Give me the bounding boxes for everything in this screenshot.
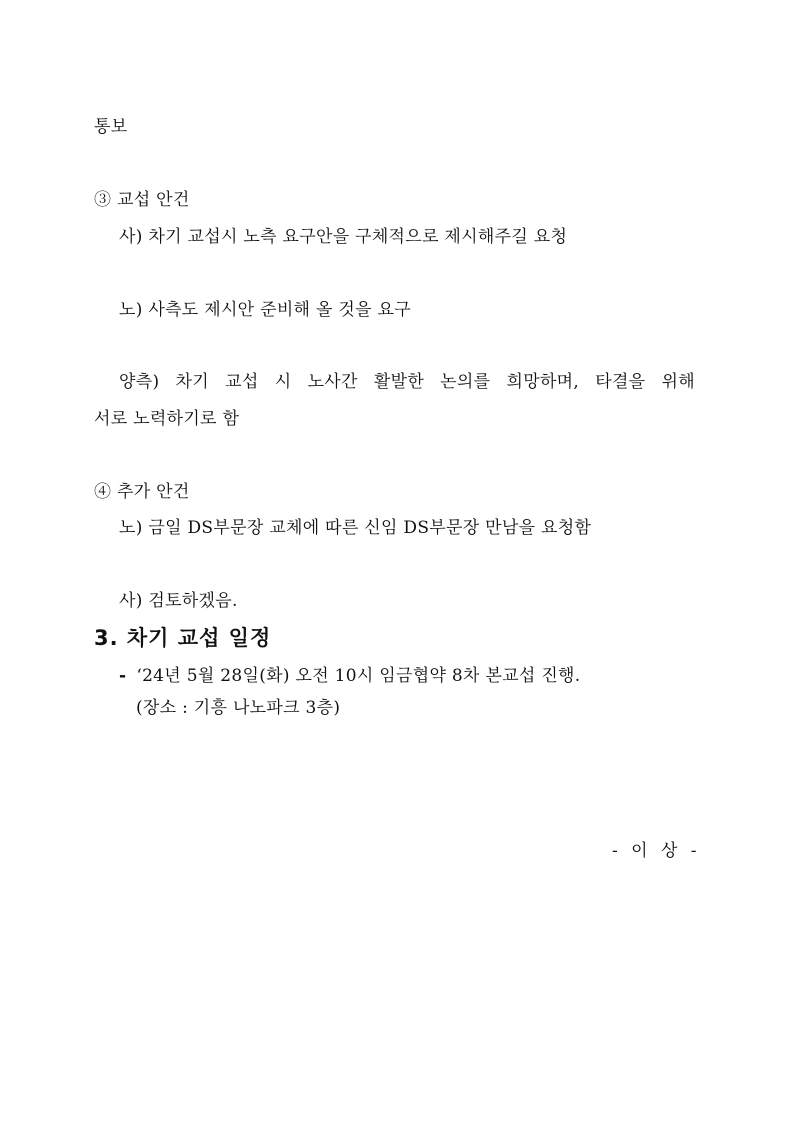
item4-union-statement: 노) 금일 DS부문장 교체에 따른 신임 DS부문장 만남을 요청함 <box>119 518 592 538</box>
section3-location: (장소 : 기흥 나노파크 3층) <box>136 698 341 718</box>
item4-management-statement: 사) 검토하겠음. <box>119 591 238 611</box>
closing-text: - 이 상 - <box>612 841 701 861</box>
bullet-dash-icon: - <box>119 666 127 686</box>
item3-union-statement: 노) 사측도 제시안 준비해 올 것을 요구 <box>119 300 411 320</box>
item3-both-statement-line2: 서로 노력하기로 함 <box>94 409 240 429</box>
notice-text: 통보 <box>94 117 128 137</box>
item3-management-statement: 사) 차기 교섭시 노측 요구안을 구체적으로 제시해주길 요청 <box>119 227 568 247</box>
section3-bullet-text: ‘24년 5월 28일(화) 오전 10시 임금협약 8차 본교섭 진행. <box>136 666 581 686</box>
item3-title: ③ 교섭 안건 <box>94 190 190 210</box>
item3-both-statement-line1: 양측) 차기 교섭 시 노사간 활발한 논의를 희망하며, 타결을 위해 <box>119 372 695 392</box>
item4-title: ④ 추가 안건 <box>94 482 190 502</box>
section3-heading: 3. 차기 교섭 일정 <box>94 626 272 650</box>
section3-bullet <box>119 665 580 687</box>
